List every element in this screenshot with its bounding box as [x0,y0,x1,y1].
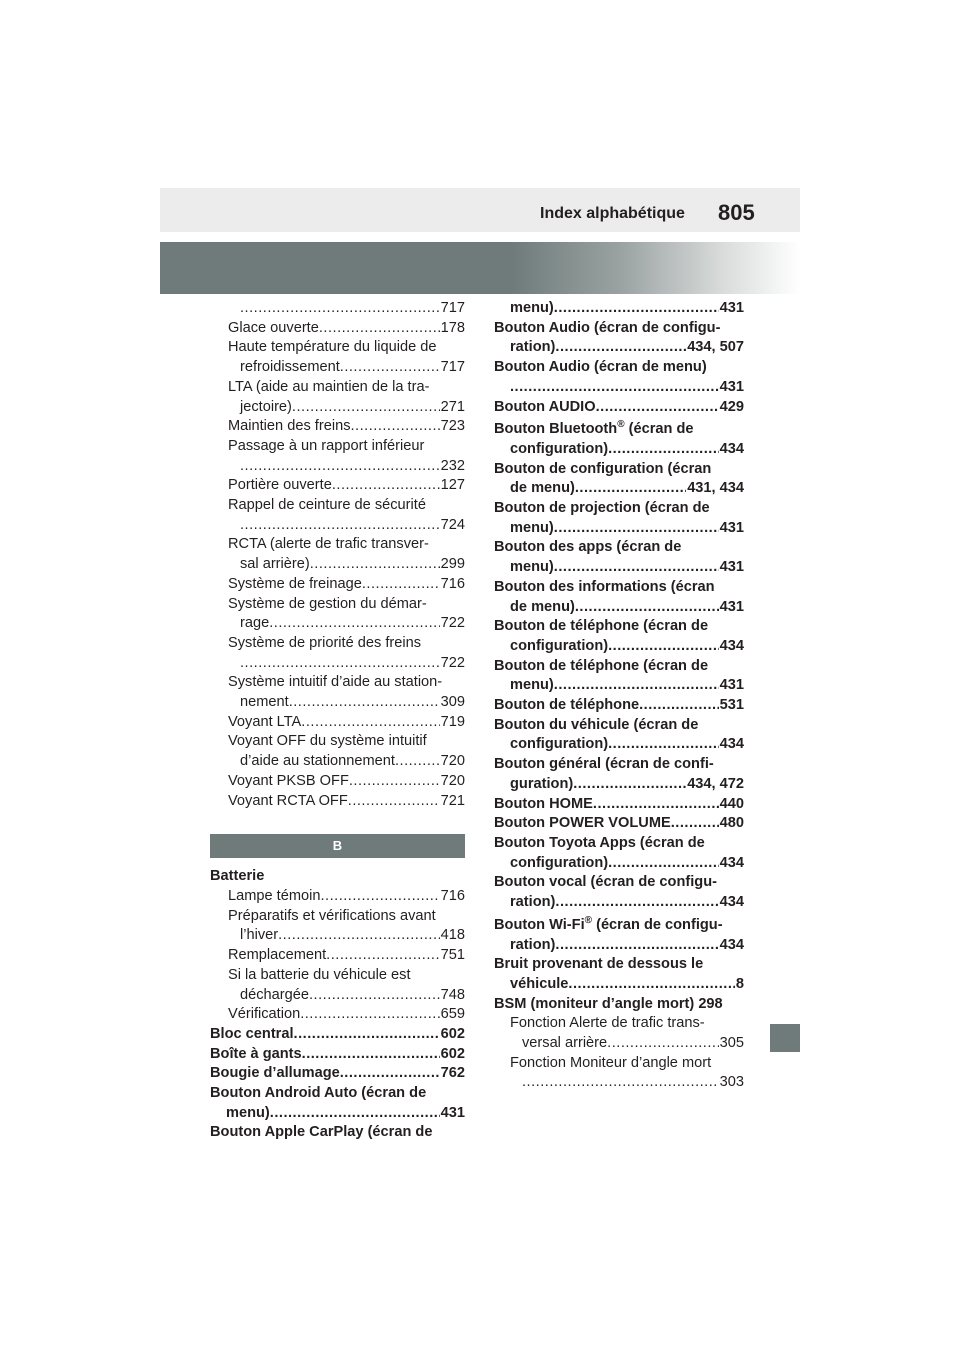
index-entry: Voyant RCTA OFF ..... 721 [210,792,465,812]
index-entry: Bouton HOME ..... 440 [494,795,744,815]
index-entry: Bouton de téléphone (écran de [494,657,709,674]
index-entry: BSM (moniteur d’angle mort) 298 [494,995,723,1012]
index-entry: Bouton Wi-Fi® (écran de configu- [494,914,723,933]
index-entry: Bouton de configuration (écran [494,460,712,477]
index-entry: configuration) ..... 434 [494,440,744,460]
index-entry: Rappel de ceinture de sécurité [228,497,426,514]
index-entry: configuration) ..... 434 [494,637,744,657]
index-entry: l’hiver ..... 418 [210,926,465,946]
index-entry: guration) ..... 434, 472 [494,775,744,795]
index-entry: Bouton général (écran de confi- [494,756,714,773]
index-entry: Boîte à gants ..... 602 [210,1045,465,1065]
index-entry: Bouton des apps (écran de [494,539,682,556]
index-column-left [210,299,465,1143]
index-entry: Bouton Apple CarPlay (écran de [210,1124,433,1141]
index-entry: sal arrière) ..... 299 [210,555,465,575]
index-entry: ration) ..... 434 [494,893,744,913]
index-entry: Bouton POWER VOLUME ..... 480 [494,814,744,834]
index-entry: Bouton des informations (écran [494,578,715,595]
index-entry: ration) ..... 434, 507 [494,338,744,358]
index-entry: Glace ouverte ..... 178 [210,319,465,339]
index-entry: nement ..... 309 [210,693,465,713]
index-entry: véhicule ..... 8 [494,975,744,995]
index-entry: Bouton Audio (écran de menu) [494,359,707,376]
index-entry: ..... 722 [210,654,465,674]
index-entry: ..... 717 [210,299,465,319]
chapter-tab [770,1024,800,1052]
index-entry: Bouton du véhicule (écran de [494,716,699,733]
index-entry: Passage à un rapport inférieur [228,437,425,454]
index-entry: RCTA (alerte de trafic transver- [228,536,429,553]
index-entry: Fonction Alerte de trafic trans- [510,1015,705,1032]
index-entry: Bouton Audio (écran de configu- [494,319,721,336]
index-entry: Bloc central ..... 602 [210,1025,465,1045]
index-entry: menu) ..... 431 [494,519,744,539]
index-entry: Voyant LTA ..... 719 [210,713,465,733]
index-entry: configuration) ..... 434 [494,854,744,874]
index-entry: Système de freinage ..... 716 [210,575,465,595]
index-entry: Voyant PKSB OFF ..... 720 [210,772,465,792]
index-entry: rage ..... 722 [210,614,465,634]
index-entry: Si la batterie du véhicule est [228,966,411,983]
page-title: Index alphabétique [540,205,685,222]
index-entry: Lampe témoin ..... 716 [210,887,465,907]
index-entry: Bouton Bluetooth® (écran de [494,419,694,438]
index-column-right [494,299,744,1093]
index-entry: jectoire) ..... 271 [210,398,465,418]
index-entry: menu) ..... 431 [210,1104,465,1124]
index-entry: Système intuitif d’aide au station- [228,674,443,691]
index-entry: menu) ..... 431 [494,676,744,696]
index-entry: Système de gestion du démar- [228,595,427,612]
index-entry: Voyant OFF du système intuitif [228,733,427,750]
index-entry: Vérification ..... 659 [210,1005,465,1025]
index-entry: LTA (aide au maintien de la tra- [228,378,430,395]
index-entry: ..... 303 [494,1073,744,1093]
index-entry: Bougie d’allumage ..... 762 [210,1064,465,1084]
index-entry: configuration) ..... 434 [494,735,744,755]
index-entry: ..... 724 [210,516,465,536]
index-entry: Bouton de téléphone ..... 531 [494,696,744,716]
index-entry: de menu) ..... 431 [494,598,744,618]
index-entry: Bouton AUDIO ..... 429 [494,398,744,418]
index-entry: menu) ..... 431 [494,299,744,319]
index-entry: ration) ..... 434 [494,936,744,956]
index-entry: Bouton Android Auto (écran de [210,1085,427,1102]
index-entry: Bouton de projection (écran de [494,500,710,517]
index-entry: Batterie [210,868,265,885]
index-entry: menu) ..... 431 [494,558,744,578]
index-entry: ..... 431 [494,378,744,398]
index-entry: déchargée ..... 748 [210,986,465,1006]
index-entry: Bruit provenant de dessous le [494,956,704,973]
index-entry: Haute température du liquide de [228,339,437,356]
index-entry: Système de priorité des freins [228,634,422,651]
index-entry: Maintien des freins ..... 723 [210,417,465,437]
header-bar [160,188,800,232]
index-entry: Remplacement ..... 751 [210,946,465,966]
index-entry: Fonction Moniteur d’angle mort [510,1054,712,1071]
index-entry: de menu) ..... 431, 434 [494,479,744,499]
index-entry: Bouton vocal (écran de configu- [494,874,717,891]
index-entry: Préparatifs et vérifications avant [228,907,436,924]
section-letter-b: B [210,834,465,858]
index-entry: refroidissement ..... 717 [210,358,465,378]
index-entry: Bouton Toyota Apps (écran de [494,834,705,851]
section-banner [160,242,800,294]
index-entry: Bouton de téléphone (écran de [494,618,709,635]
page-number: 805 [718,200,755,225]
index-entry: versal arrière ..... 305 [494,1034,744,1054]
index-entry: d’aide au stationnement ..... 720 [210,752,465,772]
index-entry: ..... 232 [210,457,465,477]
index-entry: Portière ouverte ..... 127 [210,476,465,496]
